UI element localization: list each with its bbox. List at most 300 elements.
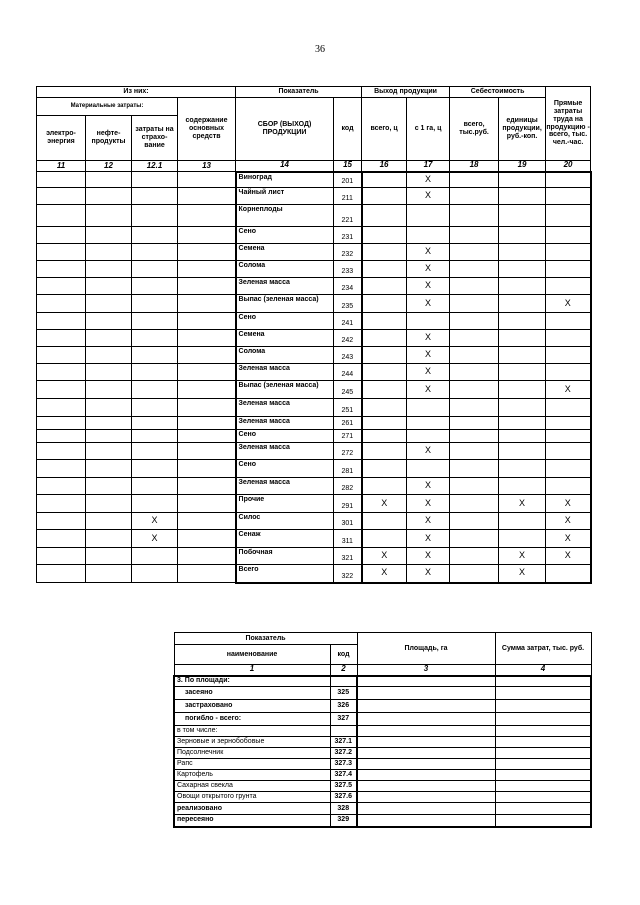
cell-insurance	[132, 478, 178, 495]
table-row	[37, 399, 591, 417]
cell-area	[357, 815, 495, 827]
cell-maintenance	[178, 227, 236, 244]
row-label: погибло - всего:	[174, 713, 330, 726]
page-number: 36	[315, 44, 325, 55]
cell-total-rub	[450, 443, 499, 460]
cell-insurance	[132, 460, 178, 478]
table-row	[37, 478, 591, 495]
cell-labor: X	[546, 381, 591, 399]
cell-maintenance	[178, 478, 236, 495]
code-header: код	[334, 98, 362, 161]
code-header: код	[330, 645, 357, 665]
row-label: Прочие	[236, 495, 334, 513]
cell-total-c	[362, 227, 407, 244]
row-label: Зеленая масса	[236, 278, 334, 295]
cell-electricity	[37, 381, 86, 399]
table-row	[37, 313, 591, 330]
cell-area	[357, 792, 495, 803]
column-number: 12	[86, 161, 132, 172]
table-row	[174, 792, 591, 803]
cell-unit-cost	[499, 381, 546, 399]
row-code: 242	[334, 330, 362, 347]
cell-electricity	[37, 244, 86, 261]
cell-total-rub	[450, 364, 499, 381]
column-number: 2	[330, 665, 357, 676]
cell-cost-sum	[495, 687, 591, 700]
row-label: Зеленая масса	[236, 478, 334, 495]
cell-maintenance	[178, 347, 236, 364]
row-label: Зеленая масса	[236, 443, 334, 460]
cell-labor	[546, 244, 591, 261]
indicator-header: Показатель	[174, 633, 357, 645]
column-number: 17	[407, 161, 450, 172]
cell-oil-products	[86, 261, 132, 278]
table-row	[37, 530, 591, 548]
column-number: 11	[37, 161, 86, 172]
cell-insurance	[132, 227, 178, 244]
cell-cost-sum	[495, 676, 591, 687]
cell-unit-cost	[499, 364, 546, 381]
cell-unit-cost	[499, 530, 546, 548]
table-row	[37, 381, 591, 399]
cell-maintenance	[178, 530, 236, 548]
cell-unit-cost: X	[499, 495, 546, 513]
cell-total-rub	[450, 430, 499, 443]
cell-insurance	[132, 399, 178, 417]
row-label: Сено	[236, 313, 334, 330]
cell-unit-cost	[499, 443, 546, 460]
row-label: Картофель	[174, 770, 330, 781]
cell-labor: X	[546, 295, 591, 313]
cell-total-rub	[450, 347, 499, 364]
row-label: в том числе:	[174, 726, 330, 737]
cell-area	[357, 737, 495, 748]
row-label: Зерновые и зернобобовые	[174, 737, 330, 748]
cell-area	[357, 726, 495, 737]
cell-unit-cost	[499, 278, 546, 295]
cell-labor	[546, 313, 591, 330]
table-row	[37, 261, 591, 278]
row-label: Овощи открытого грунта	[174, 792, 330, 803]
cell-total-rub	[450, 227, 499, 244]
cell-oil-products	[86, 313, 132, 330]
row-label: Зеленая масса	[236, 399, 334, 417]
cell-electricity	[37, 478, 86, 495]
cell-total-c	[362, 347, 407, 364]
cell-total-rub	[450, 313, 499, 330]
row-code: 232	[334, 244, 362, 261]
cell-oil-products	[86, 227, 132, 244]
row-code	[330, 676, 357, 687]
row-code: 327	[330, 713, 357, 726]
cell-unit-cost: X	[499, 548, 546, 565]
row-label: Корнеплоды	[236, 205, 334, 227]
cell-per-ha: X	[407, 364, 450, 381]
cell-total-rub	[450, 295, 499, 313]
cell-labor	[546, 188, 591, 205]
cell-unit-cost: X	[499, 565, 546, 583]
cell-area	[357, 803, 495, 815]
table-row	[37, 330, 591, 347]
cell-insurance	[132, 261, 178, 278]
row-code: 325	[330, 687, 357, 700]
column-number: 18	[450, 161, 499, 172]
cell-labor	[546, 565, 591, 583]
insurance-header: затраты на страхо-вание	[132, 116, 178, 161]
cell-per-ha: X	[407, 188, 450, 205]
row-label: Подсолнечник	[174, 748, 330, 759]
per-ha-header: с 1 га, ц	[407, 98, 450, 161]
cell-unit-cost	[499, 417, 546, 430]
cell-labor	[546, 205, 591, 227]
row-label: Побочная	[236, 548, 334, 565]
cell-unit-cost	[499, 430, 546, 443]
cell-oil-products	[86, 430, 132, 443]
cell-electricity	[37, 530, 86, 548]
cell-per-ha	[407, 205, 450, 227]
name-header: наименование	[174, 645, 330, 665]
cell-total-rub	[450, 330, 499, 347]
row-code: 234	[334, 278, 362, 295]
cell-oil-products	[86, 399, 132, 417]
table-row	[37, 205, 591, 227]
cell-cost-sum	[495, 759, 591, 770]
of-them-header: Из них:	[37, 87, 236, 98]
row-label: Солома	[236, 347, 334, 364]
cell-insurance	[132, 565, 178, 583]
row-code: 245	[334, 381, 362, 399]
cell-labor	[546, 430, 591, 443]
cell-unit-cost	[499, 478, 546, 495]
row-code: 327.2	[330, 748, 357, 759]
cell-electricity	[37, 227, 86, 244]
cell-per-ha: X	[407, 172, 450, 188]
table-row	[37, 460, 591, 478]
cell-unit-cost	[499, 295, 546, 313]
row-label: Зеленая масса	[236, 417, 334, 430]
cell-oil-products	[86, 460, 132, 478]
cell-maintenance	[178, 295, 236, 313]
cell-total-c	[362, 443, 407, 460]
table-row	[37, 188, 591, 205]
row-code: 329	[330, 815, 357, 827]
cell-total-c	[362, 313, 407, 330]
cell-labor	[546, 443, 591, 460]
table-row	[37, 548, 591, 565]
cell-total-rub	[450, 530, 499, 548]
cell-maintenance	[178, 313, 236, 330]
cell-electricity	[37, 460, 86, 478]
unit-cost-header: единицы продукции, руб.-коп.	[499, 98, 546, 161]
cell-oil-products	[86, 548, 132, 565]
cell-total-rub	[450, 513, 499, 530]
row-code: 261	[334, 417, 362, 430]
cell-per-ha: X	[407, 261, 450, 278]
cell-maintenance	[178, 513, 236, 530]
material-costs-header: Материальные затраты:	[37, 98, 178, 116]
cell-labor: X	[546, 495, 591, 513]
cell-total-rub	[450, 172, 499, 188]
cell-electricity	[37, 261, 86, 278]
cell-insurance	[132, 430, 178, 443]
row-label: Всего	[236, 565, 334, 583]
cell-maintenance	[178, 460, 236, 478]
cell-labor	[546, 172, 591, 188]
harvest-header: СБОР (ВЫХОД) ПРОДУКЦИИ	[236, 98, 334, 161]
cell-per-ha	[407, 227, 450, 244]
cell-per-ha: X	[407, 443, 450, 460]
table-row	[174, 781, 591, 792]
row-code: 327.1	[330, 737, 357, 748]
cell-insurance	[132, 347, 178, 364]
cell-unit-cost	[499, 188, 546, 205]
cell-oil-products	[86, 381, 132, 399]
cell-area	[357, 770, 495, 781]
table-row	[174, 700, 591, 713]
table-row	[37, 364, 591, 381]
cell-insurance	[132, 278, 178, 295]
cell-oil-products	[86, 330, 132, 347]
row-label: Чайный лист	[236, 188, 334, 205]
table-row	[37, 417, 591, 430]
column-number: 12.1	[132, 161, 178, 172]
cell-electricity	[37, 417, 86, 430]
table-row	[37, 443, 591, 460]
cell-unit-cost	[499, 227, 546, 244]
row-label: 3. По площади:	[174, 676, 330, 687]
cell-oil-products	[86, 513, 132, 530]
row-label: застраховано	[174, 700, 330, 713]
cell-total-rub	[450, 495, 499, 513]
cell-maintenance	[178, 381, 236, 399]
total-rub-header: всего, тыс.руб.	[450, 98, 499, 161]
row-label: реализовано	[174, 803, 330, 815]
cell-cost-sum	[495, 770, 591, 781]
cell-total-rub	[450, 417, 499, 430]
cell-unit-cost	[499, 399, 546, 417]
cell-total-c	[362, 399, 407, 417]
row-code: 326	[330, 700, 357, 713]
cell-insurance: X	[132, 530, 178, 548]
cell-total-c	[362, 478, 407, 495]
cell-electricity	[37, 278, 86, 295]
cell-electricity	[37, 443, 86, 460]
cell-total-c	[362, 430, 407, 443]
cell-per-ha	[407, 460, 450, 478]
column-number: 20	[546, 161, 591, 172]
row-code: 243	[334, 347, 362, 364]
cell-per-ha: X	[407, 278, 450, 295]
cell-insurance	[132, 495, 178, 513]
row-code: 235	[334, 295, 362, 313]
cell-total-rub	[450, 205, 499, 227]
table-row	[174, 770, 591, 781]
cell-total-c: X	[362, 495, 407, 513]
cell-electricity	[37, 205, 86, 227]
area-table	[173, 632, 592, 828]
total-c-header: всего, ц	[362, 98, 407, 161]
table-row	[174, 803, 591, 815]
row-label: засеяно	[174, 687, 330, 700]
row-code: 272	[334, 443, 362, 460]
cell-electricity	[37, 295, 86, 313]
cell-total-rub	[450, 381, 499, 399]
cost-header: Себестоимость	[450, 87, 546, 98]
cell-total-c	[362, 278, 407, 295]
cell-electricity	[37, 430, 86, 443]
cell-total-c	[362, 381, 407, 399]
table-row	[174, 676, 591, 687]
column-number: 15	[334, 161, 362, 172]
row-label: Выпас (зеленая масса)	[236, 381, 334, 399]
cell-labor	[546, 347, 591, 364]
cell-electricity	[37, 495, 86, 513]
production-output-table	[36, 86, 592, 584]
cell-cost-sum	[495, 815, 591, 827]
cell-labor	[546, 278, 591, 295]
cell-total-c	[362, 244, 407, 261]
row-label: Семена	[236, 244, 334, 261]
cell-oil-products	[86, 278, 132, 295]
cell-area	[357, 700, 495, 713]
cell-labor	[546, 261, 591, 278]
row-label: Солома	[236, 261, 334, 278]
indicator-header: Показатель	[236, 87, 362, 98]
cell-total-rub	[450, 460, 499, 478]
cell-electricity	[37, 172, 86, 188]
row-code: 221	[334, 205, 362, 227]
cell-electricity	[37, 313, 86, 330]
cell-unit-cost	[499, 244, 546, 261]
cell-oil-products	[86, 347, 132, 364]
row-code: 328	[330, 803, 357, 815]
row-code: 251	[334, 399, 362, 417]
cell-oil-products	[86, 478, 132, 495]
cell-total-rub	[450, 478, 499, 495]
cell-electricity	[37, 565, 86, 583]
cell-electricity	[37, 188, 86, 205]
cell-per-ha: X	[407, 244, 450, 261]
table-row	[37, 227, 591, 244]
cell-per-ha: X	[407, 381, 450, 399]
cell-maintenance	[178, 172, 236, 188]
column-number: 3	[357, 665, 495, 676]
cell-per-ha: X	[407, 565, 450, 583]
cell-insurance	[132, 443, 178, 460]
cell-labor	[546, 417, 591, 430]
cell-area	[357, 748, 495, 759]
row-label: пересеяно	[174, 815, 330, 827]
cell-maintenance	[178, 205, 236, 227]
cell-insurance	[132, 548, 178, 565]
cell-electricity	[37, 548, 86, 565]
row-code: 282	[334, 478, 362, 495]
table-row	[37, 172, 591, 188]
cell-unit-cost	[499, 172, 546, 188]
cell-total-c	[362, 364, 407, 381]
cell-maintenance	[178, 278, 236, 295]
cell-unit-cost	[499, 261, 546, 278]
cell-maintenance	[178, 565, 236, 583]
cell-cost-sum	[495, 726, 591, 737]
cell-oil-products	[86, 244, 132, 261]
row-label: Зеленая масса	[236, 364, 334, 381]
row-label: Выпас (зеленая масса)	[236, 295, 334, 313]
cell-unit-cost	[499, 313, 546, 330]
table-row	[174, 759, 591, 770]
cell-insurance	[132, 244, 178, 261]
row-label: Семена	[236, 330, 334, 347]
row-code: 301	[334, 513, 362, 530]
table-row	[174, 737, 591, 748]
cell-maintenance	[178, 548, 236, 565]
cell-total-c	[362, 172, 407, 188]
cell-total-rub	[450, 565, 499, 583]
electricity-header: электро-энергия	[37, 116, 86, 161]
cell-per-ha	[407, 313, 450, 330]
cell-unit-cost	[499, 513, 546, 530]
column-number: 4	[495, 665, 591, 676]
cell-oil-products	[86, 295, 132, 313]
cell-per-ha: X	[407, 330, 450, 347]
cell-electricity	[37, 330, 86, 347]
cell-oil-products	[86, 495, 132, 513]
cell-cost-sum	[495, 713, 591, 726]
cell-maintenance	[178, 261, 236, 278]
cell-insurance: X	[132, 513, 178, 530]
row-code: 291	[334, 495, 362, 513]
cell-per-ha	[407, 399, 450, 417]
cell-insurance	[132, 188, 178, 205]
table-row	[37, 513, 591, 530]
table-row	[174, 748, 591, 759]
cell-maintenance	[178, 495, 236, 513]
cell-maintenance	[178, 399, 236, 417]
cell-total-rub	[450, 188, 499, 205]
row-label: Сено	[236, 430, 334, 443]
cell-electricity	[37, 347, 86, 364]
cell-electricity	[37, 364, 86, 381]
row-code: 233	[334, 261, 362, 278]
row-code: 201	[334, 172, 362, 188]
cell-per-ha: X	[407, 478, 450, 495]
table-row	[37, 244, 591, 261]
cell-electricity	[37, 399, 86, 417]
table-row	[37, 430, 591, 443]
cell-maintenance	[178, 188, 236, 205]
cell-per-ha: X	[407, 347, 450, 364]
cell-per-ha: X	[407, 530, 450, 548]
cell-total-rub	[450, 244, 499, 261]
cell-insurance	[132, 364, 178, 381]
cell-total-c	[362, 417, 407, 430]
cell-total-c: X	[362, 565, 407, 583]
row-code: 281	[334, 460, 362, 478]
cell-labor	[546, 227, 591, 244]
cell-total-c	[362, 530, 407, 548]
row-code: 211	[334, 188, 362, 205]
table-row	[37, 495, 591, 513]
oil-products-header: нефте-продукты	[86, 116, 132, 161]
area-header: Площадь, га	[357, 633, 495, 665]
cell-maintenance	[178, 443, 236, 460]
column-number: 14	[236, 161, 334, 172]
column-number: 16	[362, 161, 407, 172]
cell-total-c	[362, 460, 407, 478]
cell-oil-products	[86, 364, 132, 381]
cell-unit-cost	[499, 330, 546, 347]
cell-oil-products	[86, 205, 132, 227]
